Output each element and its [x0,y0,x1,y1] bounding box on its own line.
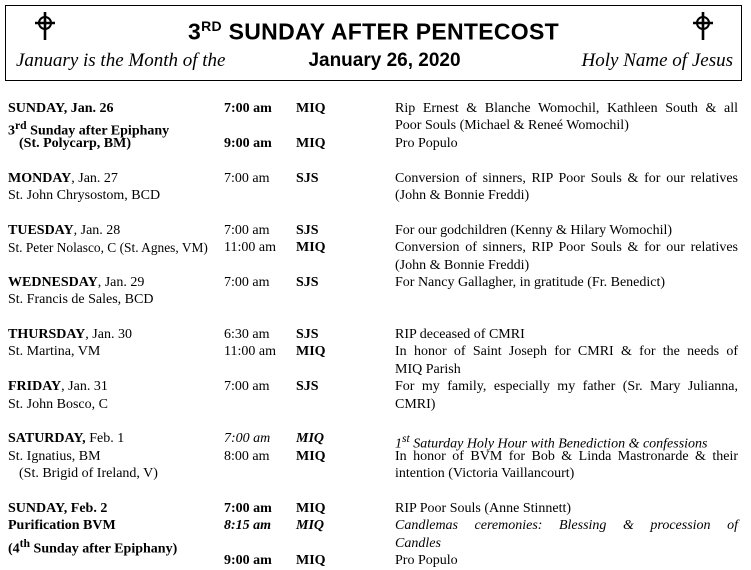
mass-time: 7:00 am [224,379,270,395]
mass-intention: Candles [395,535,441,551]
mass-time: 6:30 am [224,327,270,343]
celebrant: SJS [296,170,319,186]
celebrant: MIQ [296,500,326,516]
feast-label: (4th Sunday after Epiphany) [8,536,178,557]
day-label: THURSDAY, Jan. 30 [8,327,132,343]
mass-time: 7:00 am [224,500,272,516]
celebrant: MIQ [296,135,326,151]
mass-time: 7:00 am [224,274,270,290]
mass-intention: (John & Bonnie Freddi) [395,187,530,203]
celebrant: SJS [296,379,319,395]
mass-intention: Pro Populo [395,553,458,569]
mass-intention: In honor of Saint Joseph for CMRI & for the needs of [395,344,738,360]
mass-intention: Poor Souls (Michael & Reneé Womochil) [395,118,629,134]
mass-time: 8:15 am [224,518,272,534]
mass-time: 9:00 am [224,553,272,569]
feast-label: (St. Polycarp, BM) [19,135,131,151]
celebrant: MIQ [296,101,326,116]
celebrant: MIQ [296,240,326,256]
mass-schedule [8,100,743,570]
day-label: FRIDAY, Jan. 31 [8,379,108,395]
celebrant: MIQ [296,553,326,569]
celebrant: SJS [296,274,319,290]
saint-label: St. John Bosco, C [8,396,108,412]
saint-label: St. Peter Nolasco, C (St. Agnes, VM) [8,240,208,256]
mass-intention: intention (Victoria Vaillancourt) [395,466,575,482]
celebrant: MIQ [296,344,326,360]
mass-intention: For my family, especially my father (Sr. Mary Julianna, [395,379,738,395]
celebrant: SJS [296,327,319,343]
saint-label: (St. Brigid of Ireland, V) [19,466,158,482]
celebrant: MIQ [296,448,326,464]
mass-intention: (John & Bonnie Freddi) [395,257,530,273]
mass-intention: For Nancy Gallagher, in gratitude (Fr. Benedict) [395,274,666,290]
mass-time: 7:00 am [224,101,272,116]
mass-intention: Conversion of sinners, RIP Poor Souls & for our relatives [395,170,738,186]
mass-time: 11:00 am [224,344,276,360]
mass-intention: In honor of BVM for Bob & Linda Mastronarde & their [395,448,738,464]
mass-time: 7:00 am [224,222,270,238]
celebrant: MIQ [296,431,325,447]
month-dedication-right: Holy Name of Jesus [581,50,733,71]
saint-label: St. Francis de Sales, BCD [8,292,154,308]
mass-intention: Candlemas ceremonies: Blessing & procession of [395,518,738,534]
mass-intention: Conversion of sinners, RIP Poor Souls & for our relatives [395,240,738,256]
mass-intention: MIQ Parish [395,361,461,377]
celebrant: MIQ [296,518,325,534]
mass-intention: Rip Ernest & Blanche Womochil, Kathleen South & all [395,101,738,116]
saint-label: St. Ignatius, BM [8,448,101,464]
mass-time: 9:00 am [224,135,272,151]
saint-label: St. John Chrysostom, BCD [8,187,161,203]
mass-intention: RIP Poor Souls (Anne Stinnett) [395,500,572,516]
day-label: SUNDAY, Jan. 26 [8,101,114,116]
bulletin-header [5,5,742,81]
celebrant: SJS [296,222,319,238]
feast-label: 3rd Sunday after Epiphany [8,119,170,140]
day-label: SATURDAY, Feb. 1 [8,431,125,447]
day-label: TUESDAY, Jan. 28 [8,222,121,238]
page-title: 3RD SUNDAY AFTER PENTECOST [188,18,559,45]
mass-intention: RIP deceased of CMRI [395,327,525,343]
mass-time: 8:00 am [224,448,270,464]
mass-intention: 1st Saturday Holy Hour with Benediction & confessions [395,432,708,453]
day-label: WEDNESDAY, Jan. 29 [8,274,145,290]
feast-label: Purification BVM [8,518,116,534]
celtic-cross-icon [692,12,714,40]
mass-intention: For our godchildren (Kenny & Hilary Womochil) [395,222,673,238]
mass-intention: CMRI) [395,396,436,412]
day-label: SUNDAY, Feb. 2 [8,500,108,516]
saint-label: St. Martina, VM [8,344,101,360]
mass-time: 7:00 am [224,170,270,186]
mass-time: 11:00 am [224,240,276,256]
day-label: MONDAY, Jan. 27 [8,170,118,186]
month-dedication-left: January is the Month of the [16,50,226,71]
mass-intention: Pro Populo [395,135,458,151]
mass-time: 7:00 am [224,431,271,447]
bulletin-date: January 26, 2020 [308,50,461,71]
